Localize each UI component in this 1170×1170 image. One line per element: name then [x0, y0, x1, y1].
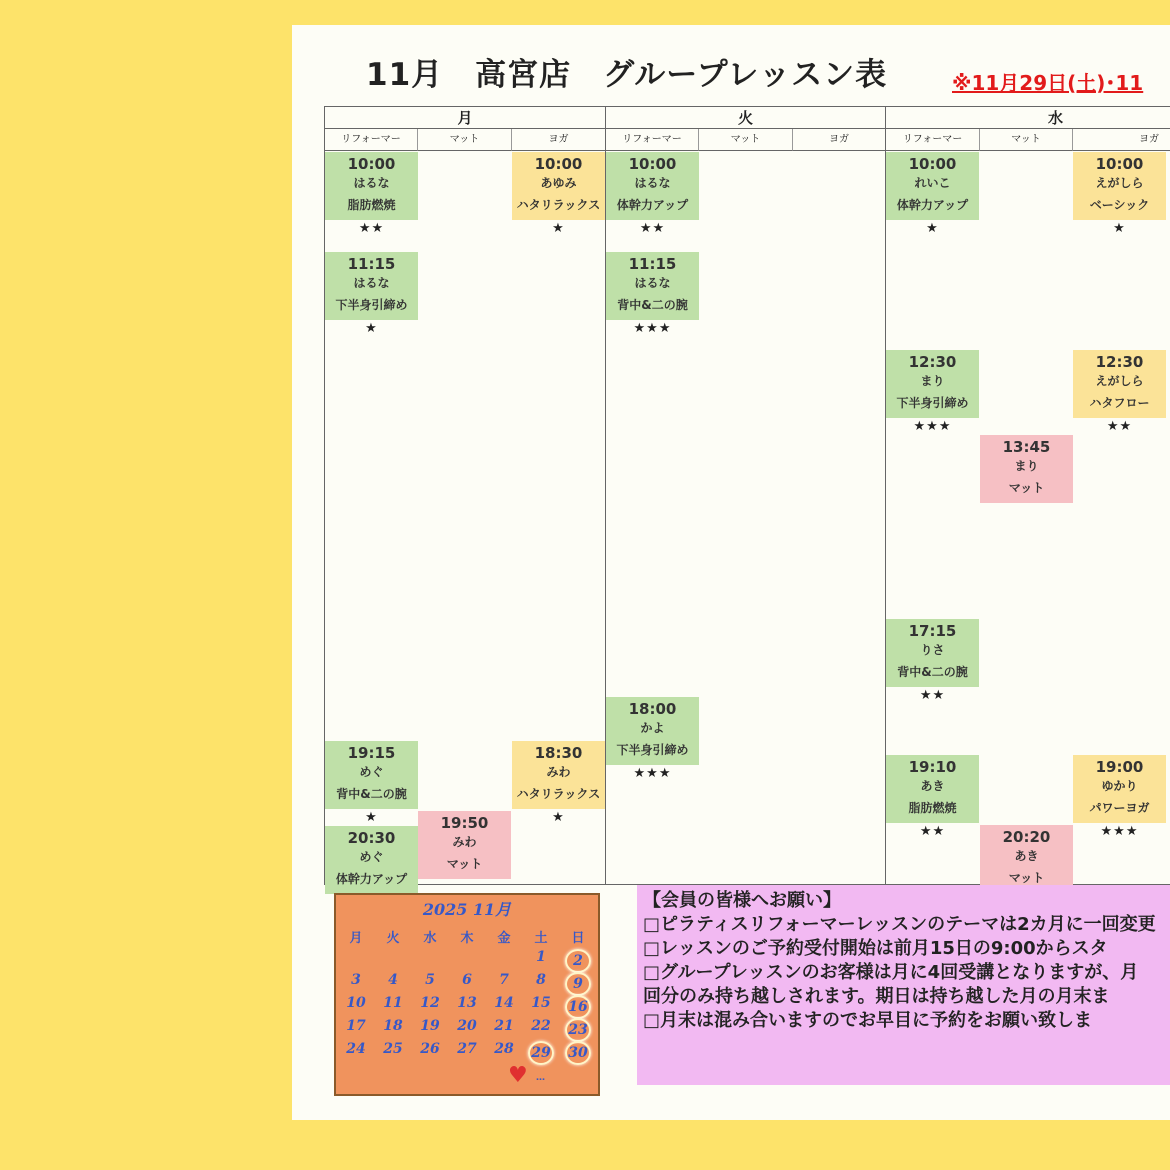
lesson-card[interactable] — [980, 825, 1073, 893]
calendar-day: 17 — [346, 1018, 366, 1034]
lesson-instructor: えがしら — [1095, 176, 1144, 190]
calendar-day: 12 — [420, 995, 440, 1011]
lesson-instructor: あき — [1014, 849, 1039, 863]
calendar-weekday: 月 — [349, 931, 363, 946]
calendar-day: 4 — [388, 972, 398, 988]
lesson-time: 20:30 — [347, 829, 396, 847]
calendar-legend: … — [536, 1073, 545, 1083]
lesson-time: 10:00 — [347, 155, 396, 173]
calendar-day: 23 — [560, 1018, 596, 1042]
lesson-card[interactable] — [886, 619, 979, 687]
lesson-name: 下半身引締め — [335, 298, 408, 312]
lesson-instructor: れいこ — [914, 176, 951, 190]
calendar-day: 27 — [457, 1041, 477, 1057]
calendar-day: 21 — [494, 1018, 514, 1034]
lesson-name: パワーヨガ — [1089, 801, 1150, 815]
calendar-day: 22 — [531, 1018, 551, 1034]
lesson-time: 20:20 — [1002, 828, 1051, 846]
lesson-name: マット — [1008, 481, 1045, 495]
lesson-card[interactable] — [325, 252, 418, 320]
notice-item: □グループレッスンのお客様は月に4回受講となりますが、月 — [643, 962, 1139, 983]
lesson-name: 体幹力アップ — [896, 198, 969, 212]
lesson-time: 19:50 — [440, 814, 489, 832]
lesson-time: 11:15 — [628, 255, 677, 273]
calendar-day: 28 — [494, 1041, 514, 1057]
lesson-time: 12:30 — [908, 353, 957, 371]
calendar-day: 14 — [494, 995, 514, 1011]
lesson-instructor: はるな — [634, 276, 671, 290]
calendar-weekday: 土 — [534, 931, 548, 946]
lesson-name: マット — [446, 857, 483, 871]
notice-heading: 【会員の皆様へお願い】 — [643, 890, 841, 911]
day-header-mon: 月 — [325, 107, 606, 129]
lesson-card[interactable] — [606, 697, 699, 765]
lesson-time: 17:15 — [908, 622, 957, 640]
lesson-card[interactable] — [512, 741, 605, 809]
subheader-tue-mat: マット — [699, 129, 793, 151]
subheader-wed-yoga: ヨガ — [1073, 129, 1170, 151]
schedule-sheet — [292, 25, 1170, 1120]
lesson-time: 19:00 — [1095, 758, 1144, 776]
lesson-card[interactable] — [886, 755, 979, 823]
lesson-card[interactable] — [1073, 152, 1166, 220]
subheader-mon-yoga: ヨガ — [512, 129, 606, 151]
lesson-card[interactable] — [325, 741, 418, 809]
difficulty-stars: ★★★ — [1100, 824, 1139, 839]
lesson-name: 体幹力アップ — [335, 872, 408, 886]
difficulty-stars: ★ — [365, 810, 378, 825]
lesson-name: 下半身引締め — [896, 396, 969, 410]
heart-icon: ♥ — [508, 1063, 528, 1088]
lesson-card[interactable] — [1073, 755, 1166, 823]
lesson-instructor: みわ — [546, 765, 571, 779]
lesson-time: 19:15 — [347, 744, 396, 762]
difficulty-stars: ★★ — [639, 221, 666, 236]
member-notice-box — [637, 885, 1170, 1085]
lesson-card[interactable] — [886, 152, 979, 220]
subheader-tue-reformer: リフォーマー — [606, 129, 699, 151]
calendar-day: 7 — [499, 972, 509, 988]
difficulty-stars: ★ — [1113, 221, 1126, 236]
calendar-day: 10 — [346, 995, 366, 1011]
lesson-instructor: みわ — [452, 835, 477, 849]
calendar-day: 8 — [536, 972, 546, 988]
day-header-tue: 火 — [606, 107, 886, 129]
lesson-card[interactable] — [325, 152, 418, 220]
calendar-day: 29 — [523, 1041, 559, 1065]
subheader-mon-reformer: リフォーマー — [325, 129, 418, 151]
calendar-day: 6 — [462, 972, 472, 988]
lesson-time: 10:00 — [1095, 155, 1144, 173]
lesson-time: 11:15 — [347, 255, 396, 273]
lesson-name: 脂肪燃焼 — [908, 801, 957, 815]
lesson-time: 12:30 — [1095, 353, 1144, 371]
lesson-instructor: りさ — [920, 643, 945, 657]
lesson-name: 背中&二の腕 — [897, 665, 968, 679]
difficulty-stars: ★ — [365, 321, 378, 336]
lesson-name: マット — [1008, 871, 1045, 885]
calendar-day: 30 — [560, 1041, 596, 1065]
lesson-instructor: あゆみ — [540, 176, 577, 190]
calendar-day: 20 — [457, 1018, 477, 1034]
calendar-day: 9 — [560, 972, 596, 996]
lesson-name: 背中&二の腕 — [617, 298, 688, 312]
difficulty-stars: ★★★ — [633, 766, 672, 781]
lesson-instructor: かよ — [640, 721, 665, 735]
difficulty-stars: ★ — [926, 221, 939, 236]
lesson-card[interactable] — [606, 152, 699, 220]
calendar-weekday: 水 — [423, 931, 437, 946]
calendar-day: 11 — [383, 995, 403, 1011]
lesson-name: 背中&二の腕 — [336, 787, 407, 801]
difficulty-stars: ★★ — [919, 824, 946, 839]
notice-item: □月末は混み合いますのでお早目に予約をお願い致しま — [643, 1010, 1093, 1031]
difficulty-stars: ★★★ — [633, 321, 672, 336]
notice-item: 回分のみ持ち越しされます。期日は持ち越した月の月末ま — [643, 986, 1110, 1007]
lesson-instructor: まり — [920, 374, 945, 388]
calendar-weekday: 木 — [460, 931, 474, 946]
calendar-day: 16 — [560, 995, 596, 1019]
calendar-day: 18 — [383, 1018, 403, 1034]
lesson-card[interactable] — [1073, 350, 1166, 418]
calendar-day: 19 — [420, 1018, 440, 1034]
lesson-time: 18:30 — [534, 744, 583, 762]
mini-calendar — [334, 893, 600, 1096]
lesson-instructor: まり — [1014, 459, 1039, 473]
lesson-instructor: ゆかり — [1101, 779, 1138, 793]
calendar-day: 25 — [383, 1041, 403, 1057]
calendar-day: 5 — [425, 972, 435, 988]
subheader-wed-reformer: リフォーマー — [886, 129, 980, 151]
calendar-day: 26 — [420, 1041, 440, 1057]
lesson-time: 10:00 — [534, 155, 583, 173]
difficulty-stars: ★★ — [919, 688, 946, 703]
calendar-day: 13 — [457, 995, 477, 1011]
calendar-weekday: 日 — [571, 931, 585, 946]
difficulty-stars: ★★ — [1106, 419, 1133, 434]
subheader-tue-yoga: ヨガ — [793, 129, 886, 151]
notice-item: □ピラティスリフォーマーレッスンのテーマは2カ月に一回変更 — [643, 914, 1156, 935]
calendar-title: 2025 11月 — [422, 900, 512, 919]
lesson-card[interactable] — [980, 435, 1073, 503]
difficulty-stars: ★★ — [358, 221, 385, 236]
lesson-time: 10:00 — [908, 155, 957, 173]
calendar-day: 3 — [351, 972, 361, 988]
subheader-mon-mat: マット — [418, 129, 512, 151]
difficulty-stars: ★ — [552, 221, 565, 236]
difficulty-stars: ★ — [552, 810, 565, 825]
lesson-name: 体幹力アップ — [616, 198, 689, 212]
calendar-day: 2 — [560, 949, 596, 973]
lesson-name: ハタフロー — [1089, 396, 1150, 410]
difficulty-stars: ★★★ — [913, 419, 952, 434]
calendar-day: 1 — [536, 949, 546, 965]
lesson-name: 下半身引締め — [616, 743, 689, 757]
lesson-time: 13:45 — [1002, 438, 1051, 456]
lesson-name: ハタリラックス — [516, 787, 601, 801]
lesson-card[interactable] — [325, 826, 418, 894]
calendar-weekday: 金 — [497, 931, 511, 946]
notice-item: □レッスンのご予約受付開始は前月15日の9:00からスタ — [643, 938, 1108, 959]
calendar-day: 15 — [531, 995, 551, 1011]
lesson-time: 19:10 — [908, 758, 957, 776]
lesson-card[interactable] — [512, 152, 605, 220]
day-header-wed: 水 — [886, 107, 1170, 129]
page-title: 11月 高宮店 グループレッスン表 — [366, 57, 888, 93]
lesson-instructor: めぐ — [359, 850, 384, 864]
lesson-card[interactable] — [418, 811, 511, 879]
schedule-grid — [324, 106, 1170, 885]
calendar-weekday: 火 — [386, 931, 400, 946]
lesson-card[interactable] — [886, 350, 979, 418]
lesson-instructor: あき — [920, 779, 945, 793]
lesson-name: ハタリラックス — [516, 198, 601, 212]
lesson-instructor: はるな — [353, 176, 390, 190]
lesson-instructor: はるな — [634, 176, 671, 190]
lesson-time: 18:00 — [628, 700, 677, 718]
lesson-instructor: めぐ — [359, 765, 384, 779]
calendar-day: 24 — [346, 1041, 366, 1057]
lesson-card[interactable] — [606, 252, 699, 320]
lesson-time: 10:00 — [628, 155, 677, 173]
subheader-wed-mat: マット — [980, 129, 1073, 151]
lesson-instructor: えがしら — [1095, 374, 1144, 388]
notice-link[interactable]: ※11月29日(土)･11 — [952, 71, 1144, 95]
lesson-name: 脂肪燃焼 — [347, 198, 396, 212]
lesson-name: ベーシック — [1089, 198, 1150, 212]
lesson-instructor: はるな — [353, 276, 390, 290]
